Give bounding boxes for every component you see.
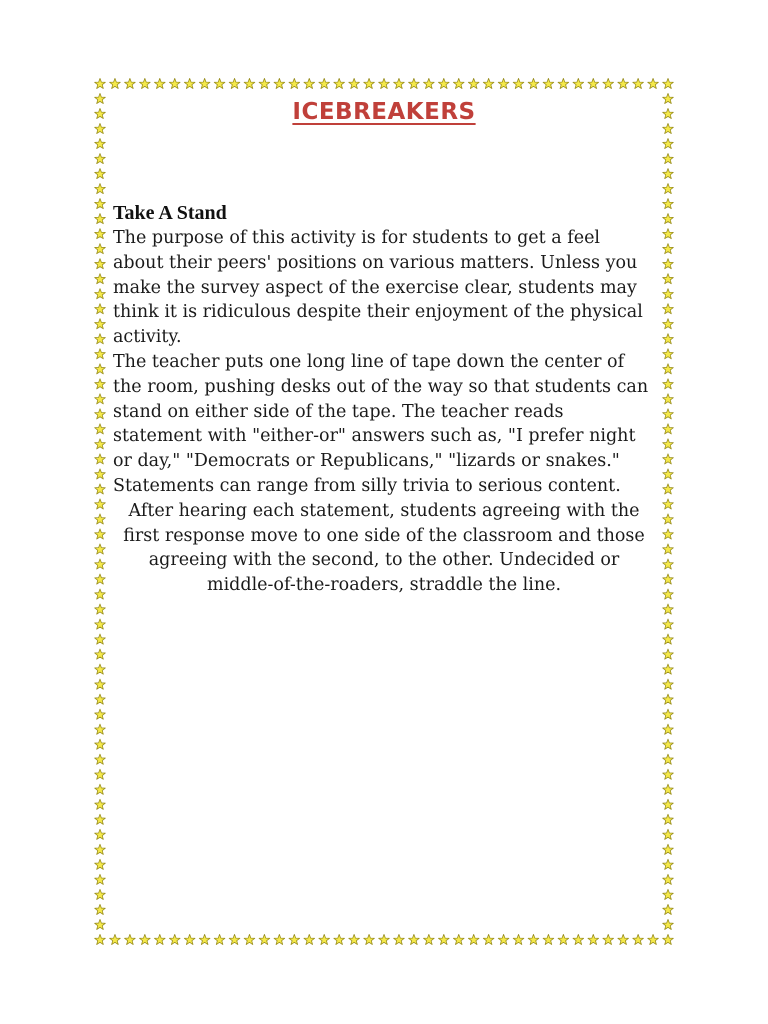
star-icon	[95, 169, 106, 179]
star-icon	[184, 934, 195, 944]
star-icon	[663, 814, 674, 824]
star-icon	[663, 529, 674, 539]
star-icon	[663, 289, 674, 299]
star-icon	[95, 619, 106, 629]
star-icon	[663, 664, 674, 674]
star-icon	[663, 934, 674, 944]
star-icon	[528, 934, 539, 944]
star-icon	[468, 934, 479, 944]
star-icon	[244, 934, 255, 944]
star-icon	[663, 108, 674, 118]
star-icon	[663, 589, 674, 599]
star-icon	[95, 349, 106, 359]
star-icon	[95, 108, 106, 118]
star-icon	[528, 78, 539, 88]
star-icon	[95, 529, 106, 539]
star-icon	[663, 619, 674, 629]
star-icon	[409, 934, 420, 944]
paragraph-instructions: After hearing each statement, students agreeing with the first response move to one side of the classroom and those agreeing with the second, to the other. Undecided or middle-of-the-roaders, straddle the line.	[123, 500, 645, 596]
star-icon	[663, 499, 674, 509]
star-icon	[663, 679, 674, 689]
star-icon	[364, 78, 375, 88]
star-icon	[334, 78, 345, 88]
star-icon	[558, 934, 569, 944]
star-icon	[95, 604, 106, 614]
star-icon	[95, 634, 106, 644]
star-icon	[603, 78, 614, 88]
star-icon	[95, 304, 106, 314]
star-icon	[110, 934, 121, 944]
page-title: ICEBREAKERS	[292, 99, 476, 125]
star-icon	[95, 469, 106, 479]
star-icon	[95, 499, 106, 509]
star-icon	[95, 709, 106, 719]
star-icon	[289, 934, 300, 944]
star-icon	[663, 199, 674, 209]
star-icon	[483, 934, 494, 944]
star-icon	[95, 649, 106, 659]
star-icon	[95, 904, 106, 914]
star-icon	[618, 78, 629, 88]
star-icon	[95, 589, 106, 599]
star-icon	[95, 364, 106, 374]
star-icon	[663, 439, 674, 449]
star-icon	[663, 844, 674, 854]
star-icon	[483, 78, 494, 88]
star-icon	[95, 739, 106, 749]
star-icon	[95, 153, 106, 163]
star-icon	[663, 724, 674, 734]
star-icon	[95, 229, 106, 239]
star-icon	[95, 754, 106, 764]
star-icon	[588, 934, 599, 944]
star-icon	[349, 934, 360, 944]
star-icon	[663, 784, 674, 794]
star-icon	[663, 93, 674, 103]
star-icon	[663, 153, 674, 163]
star-icon	[663, 484, 674, 494]
star-icon	[95, 889, 106, 899]
star-icon	[140, 78, 151, 88]
star-icon	[304, 934, 315, 944]
star-icon	[95, 919, 106, 929]
star-icon	[394, 78, 405, 88]
star-icon	[95, 78, 106, 88]
star-icon	[95, 454, 106, 464]
star-icon	[633, 934, 644, 944]
star-icon	[663, 799, 674, 809]
star-icon	[95, 379, 106, 389]
star-icon	[95, 424, 106, 434]
star-icon	[558, 78, 569, 88]
star-icon	[663, 604, 674, 614]
star-icon	[394, 934, 405, 944]
star-icon	[95, 184, 106, 194]
star-icon	[95, 829, 106, 839]
star-icon	[379, 78, 390, 88]
star-icon	[663, 364, 674, 374]
star-icon	[663, 259, 674, 269]
star-icon	[663, 244, 674, 254]
star-icon	[424, 78, 435, 88]
star-icon	[140, 934, 151, 944]
star-icon	[663, 904, 674, 914]
star-icon	[95, 259, 106, 269]
star-icon	[199, 934, 210, 944]
star-icon	[95, 199, 106, 209]
star-icon	[154, 934, 165, 944]
star-icon	[663, 138, 674, 148]
star-icon	[663, 424, 674, 434]
star-icon	[438, 78, 449, 88]
star-icon	[663, 78, 674, 88]
section-heading: Take A Stand	[113, 202, 227, 224]
star-icon	[304, 78, 315, 88]
star-icon	[663, 319, 674, 329]
star-icon	[663, 649, 674, 659]
star-icon	[663, 123, 674, 133]
star-icon	[663, 769, 674, 779]
star-icon	[663, 739, 674, 749]
star-icon	[214, 934, 225, 944]
star-icon	[513, 934, 524, 944]
star-icon	[663, 574, 674, 584]
star-icon	[95, 664, 106, 674]
star-icon	[663, 874, 674, 884]
star-icon	[199, 78, 210, 88]
star-icon	[663, 544, 674, 554]
star-icon	[663, 889, 674, 899]
star-icon	[438, 934, 449, 944]
star-icon	[319, 78, 330, 88]
paragraph-setup: The teacher puts one long line of tape down the center of the room, pushing desks out of the way so that students can stand on either side of the tape. The teacher reads statement with "either-or" answers such as, "I prefer night or day," "Democrats or Republicans," "lizards or snakes." Statements can range from silly trivia to serious content.	[113, 351, 649, 496]
star-icon	[95, 799, 106, 809]
star-icon	[424, 934, 435, 944]
star-icon	[618, 934, 629, 944]
star-icon	[543, 78, 554, 88]
star-icon	[334, 934, 345, 944]
star-icon	[603, 934, 614, 944]
star-icon	[468, 78, 479, 88]
star-icon	[319, 934, 330, 944]
star-icon	[663, 409, 674, 419]
star-icon	[663, 919, 674, 929]
star-icon	[453, 934, 464, 944]
star-icon	[633, 78, 644, 88]
star-icon	[663, 214, 674, 224]
star-icon	[513, 78, 524, 88]
star-icon	[289, 78, 300, 88]
star-icon	[663, 394, 674, 404]
star-icon	[588, 78, 599, 88]
star-icon	[573, 78, 584, 88]
star-icon	[95, 484, 106, 494]
star-icon	[229, 78, 240, 88]
star-icon	[274, 934, 285, 944]
star-icon	[663, 694, 674, 704]
star-icon	[184, 78, 195, 88]
star-icon	[453, 78, 464, 88]
star-icon	[663, 454, 674, 464]
star-icon	[498, 78, 509, 88]
star-icon	[663, 379, 674, 389]
star-icon	[95, 138, 106, 148]
star-icon	[95, 544, 106, 554]
star-icon	[364, 934, 375, 944]
star-icon	[663, 229, 674, 239]
star-icon	[95, 724, 106, 734]
document-page	[113, 96, 655, 598]
star-icon	[663, 514, 674, 524]
star-icon	[663, 334, 674, 344]
star-icon	[95, 934, 106, 944]
star-icon	[259, 934, 270, 944]
star-icon	[648, 78, 659, 88]
star-icon	[409, 78, 420, 88]
star-icon	[229, 934, 240, 944]
star-icon	[349, 78, 360, 88]
star-icon	[95, 679, 106, 689]
star-icon	[498, 934, 509, 944]
star-icon	[663, 349, 674, 359]
star-icon	[95, 319, 106, 329]
star-icon	[543, 934, 554, 944]
star-icon	[95, 409, 106, 419]
star-icon	[95, 334, 106, 344]
star-icon	[95, 244, 106, 254]
star-icon	[214, 78, 225, 88]
star-icon	[125, 934, 136, 944]
star-icon	[648, 934, 659, 944]
star-icon	[663, 304, 674, 314]
star-icon	[663, 169, 674, 179]
star-icon	[573, 934, 584, 944]
star-icon	[663, 754, 674, 764]
star-icon	[95, 814, 106, 824]
star-icon	[259, 78, 270, 88]
star-icon	[95, 123, 106, 133]
star-icon	[110, 78, 121, 88]
star-icon	[154, 78, 165, 88]
star-icon	[95, 844, 106, 854]
paragraph-purpose: The purpose of this activity is for students to get a feel about their peers' positions on various matters. Unless you make the survey aspect of the exercise clear, students may think it is ridiculous despite their enjoyment of the physical activity.	[113, 228, 643, 348]
star-icon	[95, 859, 106, 869]
star-icon	[95, 769, 106, 779]
star-icon	[95, 514, 106, 524]
star-icon	[95, 574, 106, 584]
star-icon	[95, 439, 106, 449]
star-icon	[663, 559, 674, 569]
star-icon	[663, 274, 674, 284]
star-icon	[95, 214, 106, 224]
star-icon	[379, 934, 390, 944]
star-icon	[169, 934, 180, 944]
star-icon	[663, 859, 674, 869]
star-icon	[95, 93, 106, 103]
star-icon	[95, 289, 106, 299]
star-icon	[95, 694, 106, 704]
star-icon	[663, 829, 674, 839]
star-icon	[95, 874, 106, 884]
star-icon	[274, 78, 285, 88]
star-icon	[95, 394, 106, 404]
star-icon	[663, 469, 674, 479]
star-icon	[125, 78, 136, 88]
star-icon	[663, 709, 674, 719]
star-icon	[95, 274, 106, 284]
star-icon	[663, 184, 674, 194]
star-icon	[244, 78, 255, 88]
star-icon	[169, 78, 180, 88]
star-icon	[95, 559, 106, 569]
star-icon	[95, 784, 106, 794]
star-icon	[663, 634, 674, 644]
